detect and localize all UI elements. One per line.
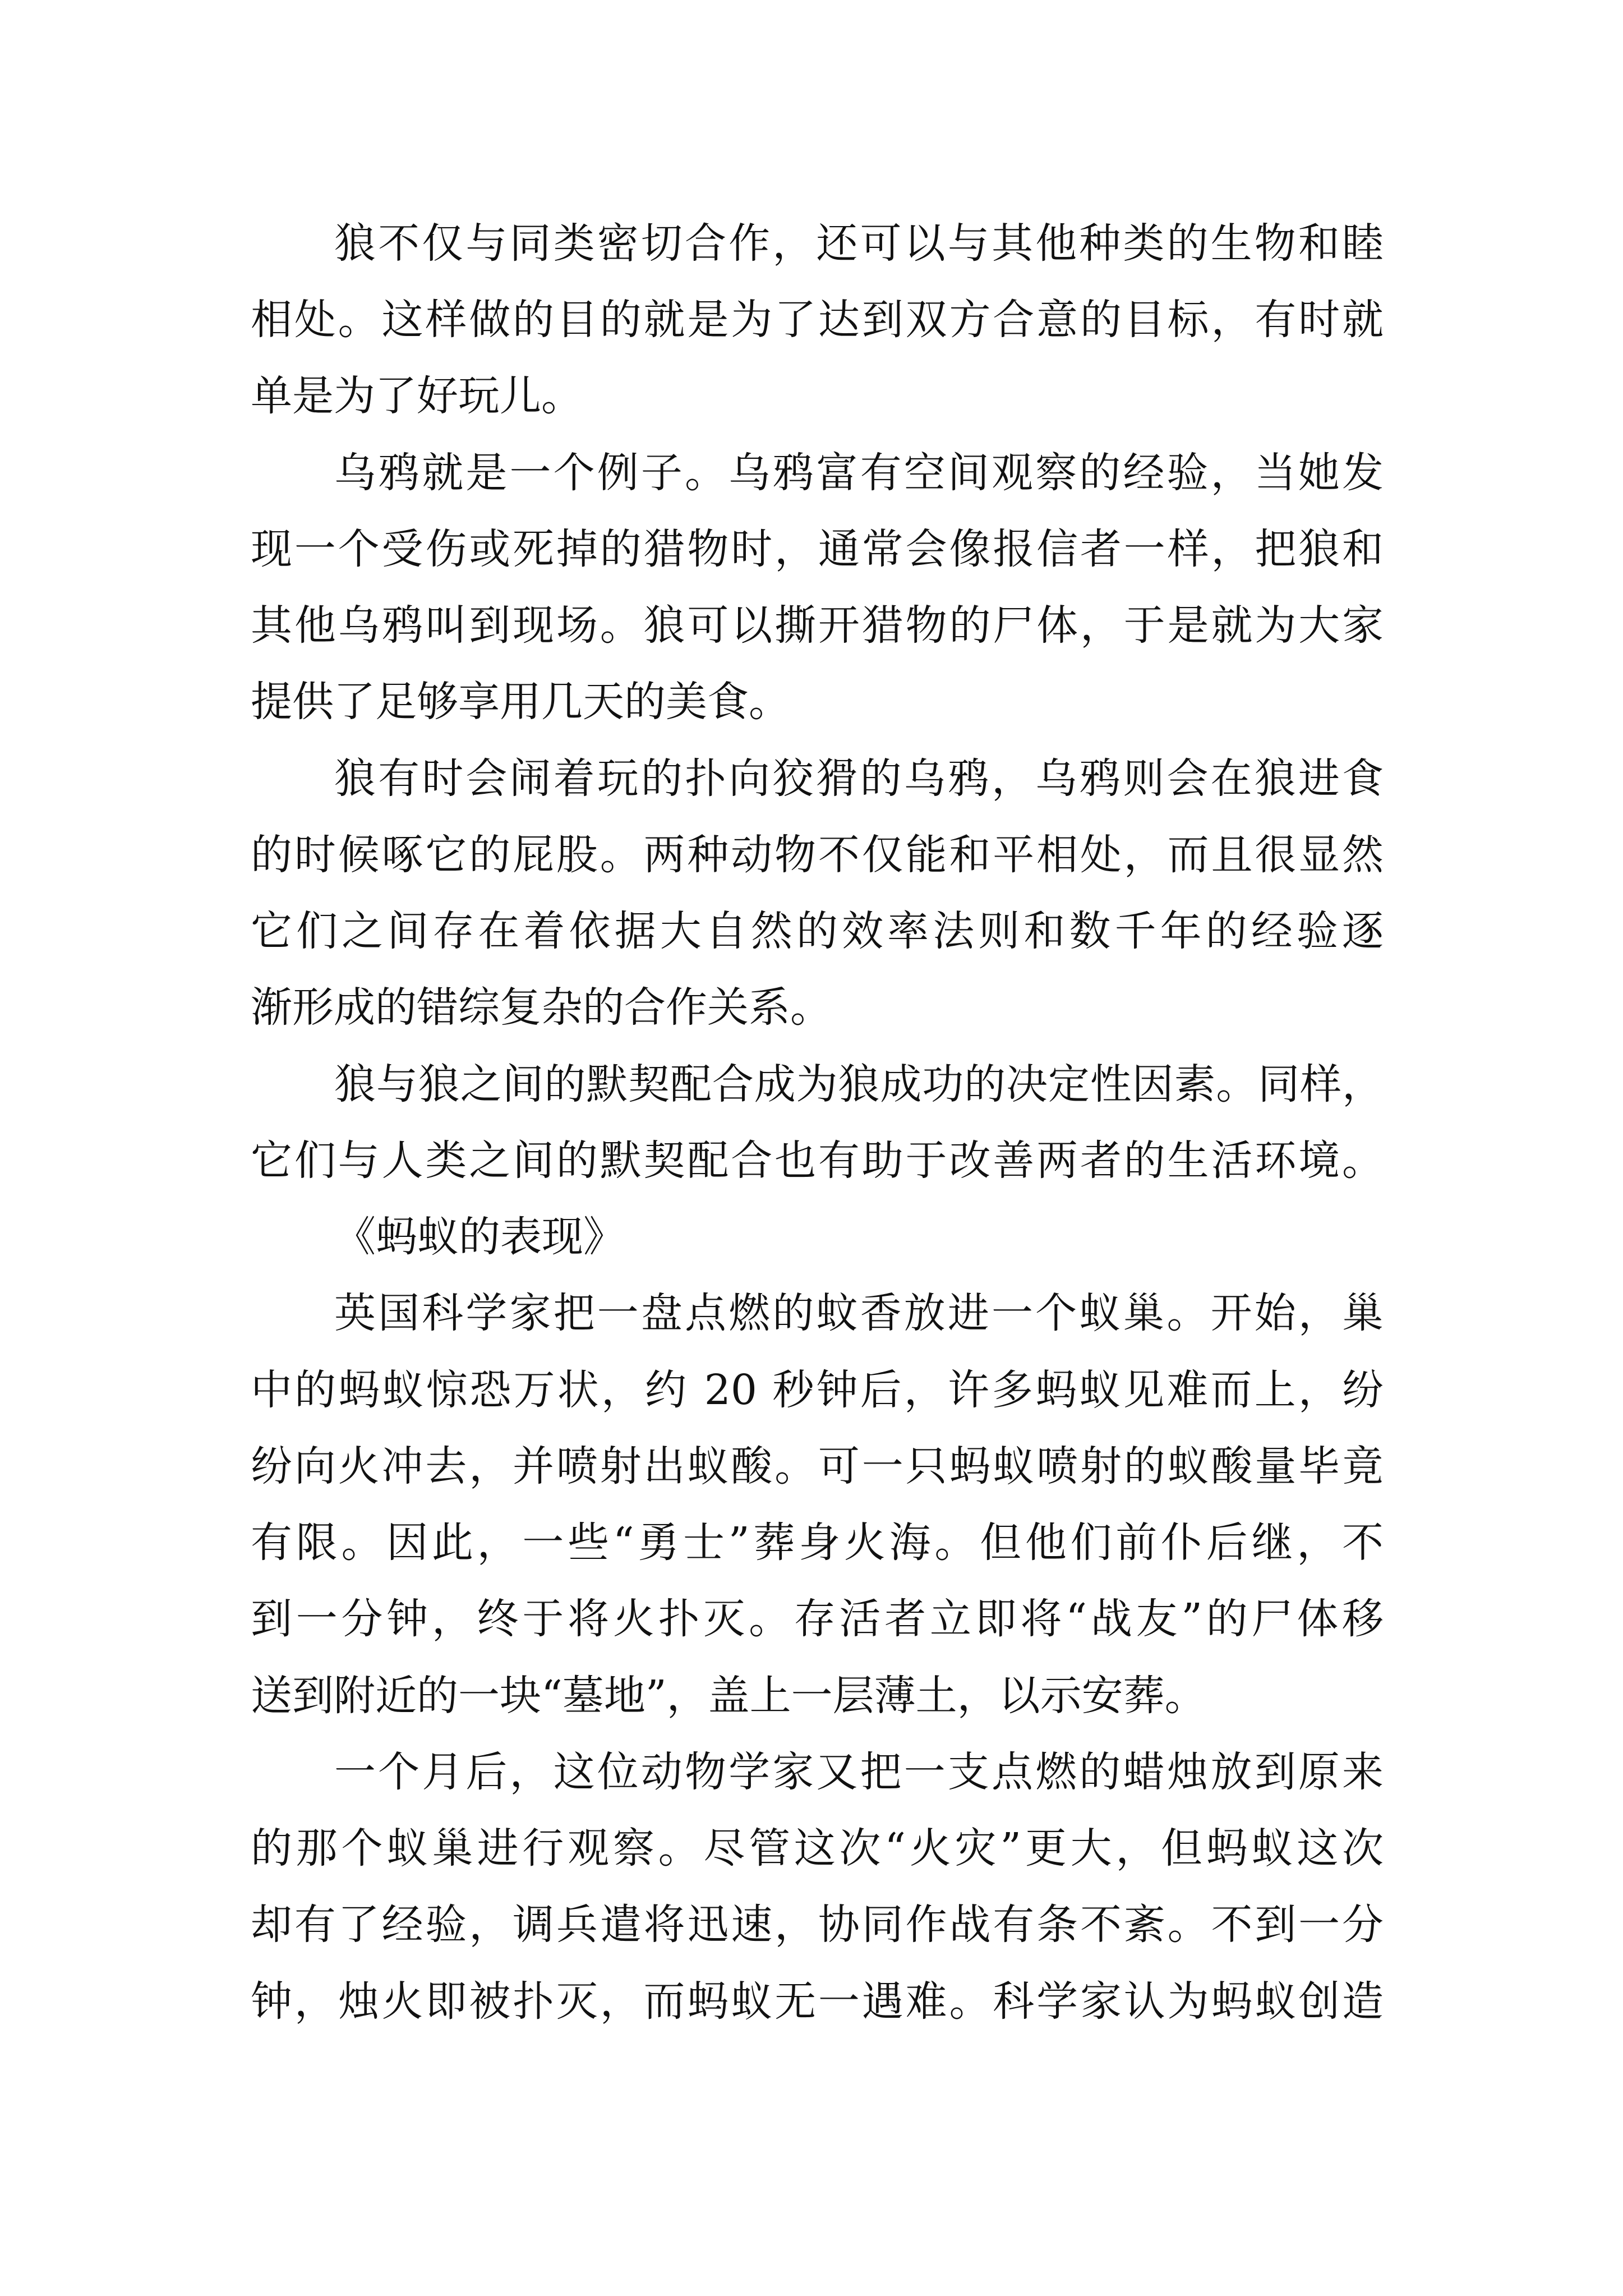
text-line: 狼不仅与同类密切合作，还可以与其他种类的生物和睦 xyxy=(334,219,1384,268)
text-line: 狼有时会闹着玩的扑向狡猾的乌鸦，乌鸦则会在狼进食 xyxy=(334,754,1384,803)
text-line: 提供了足够享用几天的美食。 xyxy=(251,678,790,726)
text-line: 狼与狼之间的默契配合成为狼成功的决定性因素。同样， xyxy=(334,1060,1384,1108)
text-line: 其他乌鸦叫到现场。狼可以撕开猎物的尸体，于是就为大家 xyxy=(251,601,1384,650)
text-line: 相处。这样做的目的就是为了达到双方合意的目标，有时就 xyxy=(251,296,1384,344)
text-line: 它们与人类之间的默契配合也有助于改善两者的生活环境。 xyxy=(251,1137,1384,1185)
text-line: 乌鸦就是一个例子。乌鸦富有空间观察的经验，当她发 xyxy=(334,449,1384,497)
text-line: 有限。因此，一些“勇士”葬身火海。但他们前仆后继，不 xyxy=(251,1519,1384,1567)
text-line: 它们之间存在着依据大自然的效率法则和数千年的经验逐 xyxy=(251,907,1384,955)
text-line: 单是为了好玩儿。 xyxy=(251,372,583,420)
text-line: 一个月后，这位动物学家又把一支点燃的蜡烛放到原来 xyxy=(334,1748,1384,1796)
text-line: 的那个蚁巢进行观察。尽管这次“火灾”更大，但蚂蚁这次 xyxy=(251,1824,1384,1872)
text-line: 送到附近的一块“墓地”，盖上一层薄土，以示安葬。 xyxy=(251,1672,1206,1720)
section-heading: 《蚂蚁的表现》 xyxy=(334,1213,625,1261)
text-line: 渐形成的错综复杂的合作关系。 xyxy=(251,983,832,1032)
text-line: 的时候啄它的屁股。两种动物不仅能和平相处，而且很显然 xyxy=(251,831,1384,879)
text-line: 中的蚂蚁惊恐万状，约 20 秒钟后，许多蚂蚁见难而上，纷 xyxy=(251,1366,1384,1414)
text-line: 到一分钟，终于将火扑灭。存活者立即将“战友”的尸体移 xyxy=(251,1595,1384,1643)
text-line: 却有了经验，调兵遣将迅速，协同作战有条不紊。不到一分 xyxy=(251,1901,1384,1949)
text-line: 现一个受伤或死掉的猎物时，通常会像报信者一样，把狼和 xyxy=(251,525,1384,573)
text-line: 纷向火冲去，并喷射出蚁酸。可一只蚂蚁喷射的蚁酸量毕竟 xyxy=(251,1442,1384,1490)
text-line: 钟，烛火即被扑灭，而蚂蚁无一遇难。科学家认为蚂蚁创造 xyxy=(251,1977,1384,2026)
text-line: 英国科学家把一盘点燃的蚊香放进一个蚁巢。开始，巢 xyxy=(334,1289,1384,1337)
